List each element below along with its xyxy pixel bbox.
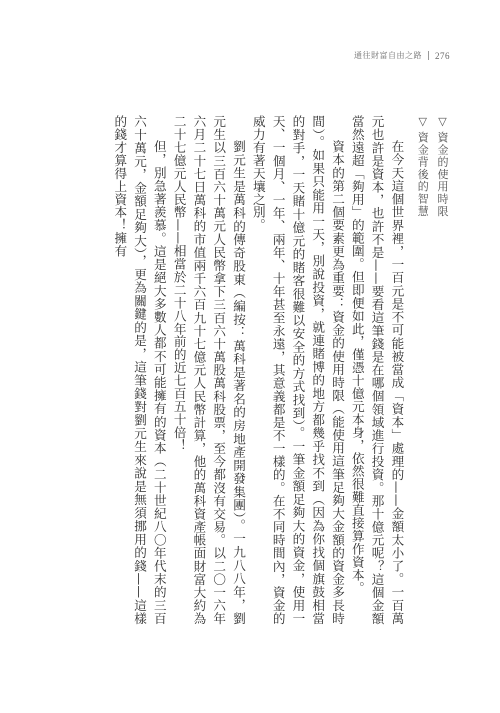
paragraph-4: 但，別急著羨慕。這是絕大多數人都不可能擁有的資本（二十世紀八〇年代末的三百六十萬元，金額足夠大），更為關鍵的是，這筆錢對劉元生來說是無須挪用的錢——這樣的錢才算得上資本！擁有 [112, 115, 167, 625]
page-number: 276 [435, 50, 450, 61]
section-heading-1 [432, 115, 452, 625]
triangle-down-icon: ▽ [436, 115, 449, 130]
paragraph-1: 在今天這個世界裡，一百元是不可能被當成「資本」處理的——金額太小了。一百萬元也許是資本，也許不是——要看這筆錢是在哪個領域進行投資。那十億元呢？這個金額當然遠超「夠用」的範圍。但即便如此，僅憑十億元本身，依然很難直接算作資本。 [349, 115, 405, 625]
book-title: 通往財富自由之路 [354, 51, 422, 60]
paragraph-3: 劉元生是萬科的傳奇股東（編按：萬科是著名的房地產開發集團）。一九八八年，劉元生以三百六十萬元人民幣拿下三百六十萬股萬科股票，至今都沒有交易。以二〇一六年六月二十七日萬科的市值兩千六百九十七億元人民幣計算，他的萬科資產帳面財富大約為二十七億元人民幣——相當於二十八年前的近七百五十倍！ [171, 115, 247, 625]
paragraph-2: 資本的第二個要素更為重要：資金的使用時限（能使用這筆足夠大金額的資金多長時間）。如果只能用一天，別說投資，就連賭博的地方都幾乎找不到（因為你找個旗鼓相當的對手，一天賭十億元的賭客很難以安全的方式找到）。一筆金額足夠大的資金，使用一天、一個月、一年、兩年、十年甚至永遠，其意義都是不一樣的。在不同時間內，資金的威力有著天壤之別。 [250, 115, 346, 625]
section-heading-text: 資金的使用時限 [436, 131, 449, 218]
vertical-text-body [92, 115, 452, 625]
header-divider [428, 51, 429, 60]
running-header [300, 50, 450, 61]
section-heading-text: 資金背後的智慧 [416, 131, 430, 218]
section-heading-2 [412, 115, 432, 625]
triangle-down-icon: ▽ [416, 115, 430, 130]
